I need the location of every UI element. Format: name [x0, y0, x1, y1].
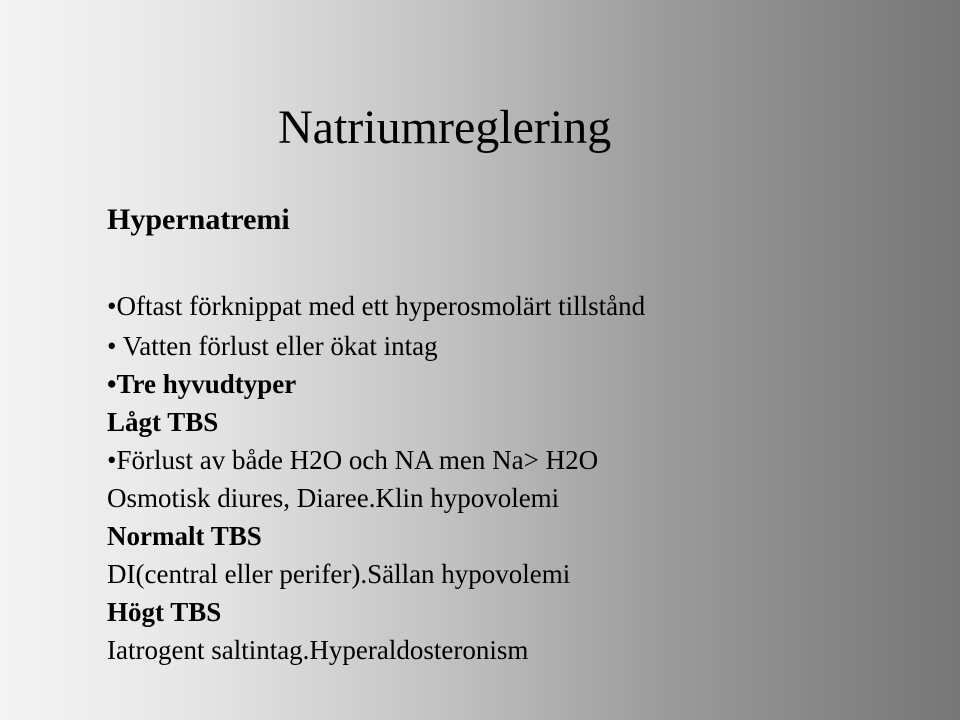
body-line-4: Lågt TBS — [107, 407, 219, 437]
body-line-9: Högt TBS — [107, 597, 222, 627]
body-line-3: •Tre hyvudtyper — [107, 369, 297, 399]
body-line-10: Iatrogent saltintag.Hyperaldosteronism — [107, 635, 529, 665]
body-line-7: Normalt TBS — [107, 521, 262, 551]
slide-title: Natriumreglering — [278, 101, 612, 154]
body-line-2: • Vatten förlust eller ökat intag — [107, 331, 438, 361]
body-line-6: Osmotisk diures, Diaree.Klin hypovolemi — [107, 483, 560, 513]
slide-subtitle: Hypernatremi — [107, 203, 290, 236]
body-line-1: •Oftast förknippat med ett hyperosmolärt tillstånd — [107, 291, 646, 321]
body-line-5: •Förlust av både H2O och NA men Na> H2O — [107, 445, 599, 475]
body-line-8: DI(central eller perifer).Sällan hypovolemi — [107, 559, 571, 589]
